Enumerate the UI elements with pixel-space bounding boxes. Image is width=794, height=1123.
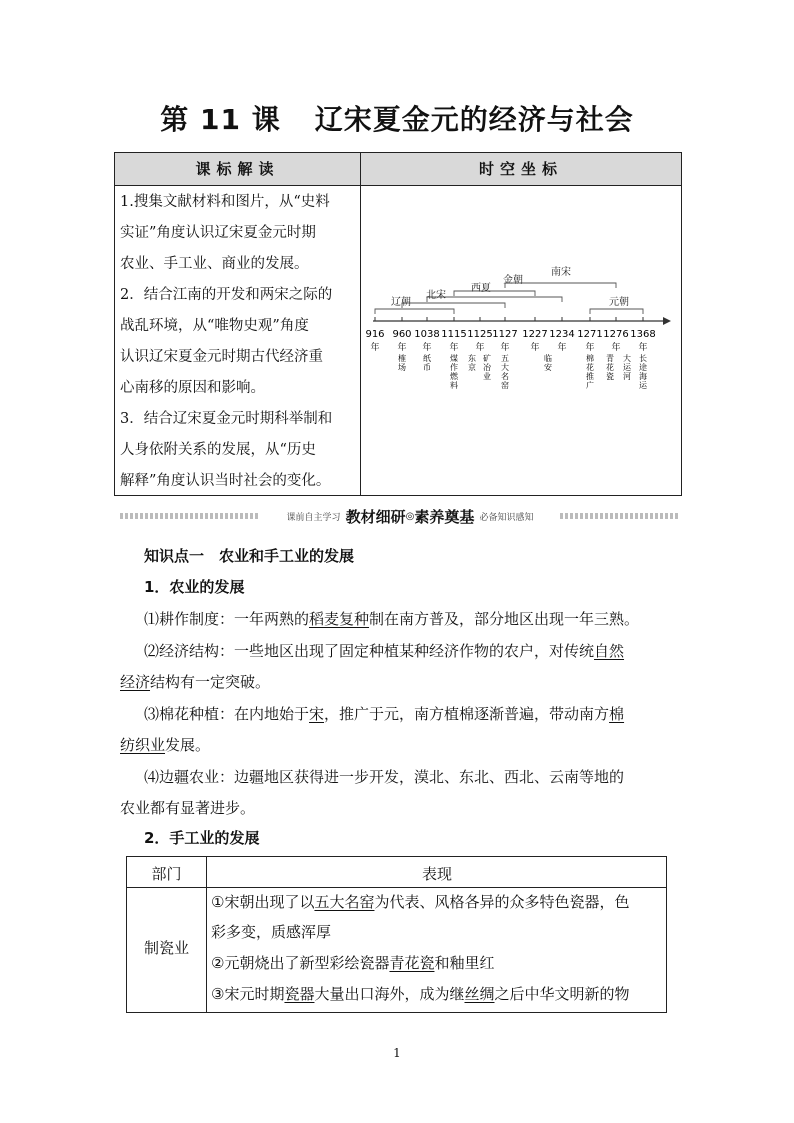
timeline-year: 1038 [414, 329, 440, 340]
subheading-handicraft: 2．手工业的发展 [144, 829, 260, 847]
standards-text [120, 187, 356, 497]
col-header-standards: 课标解读 [195, 160, 280, 178]
timeline-year: 1227 [522, 329, 548, 340]
col-header-dept: 部门 [151, 865, 182, 883]
table-row-cont: 彩多变，质感浑厚 [211, 923, 332, 941]
timeline-year-suffix: 年 [475, 343, 485, 353]
paragraph-economy: ⑵经济结构：一些地区出现了固定种植某种经济作物的农户，对传统自然 [144, 642, 625, 660]
page-title [0, 98, 794, 138]
timeline-event: 临安 [544, 354, 552, 372]
dynasty-bracket [427, 297, 562, 302]
banner-suffix: 必备知识感知 [479, 513, 534, 523]
table-row: ②元朝烧出了新型彩绘瓷器青花瓷和釉里红 [211, 954, 495, 972]
standards-line: 心南移的原因和影响。 [120, 380, 265, 396]
timeline-diagram [365, 245, 677, 405]
standards-line: 实证”角度认识辽宋夏金元时期 [120, 225, 316, 241]
timeline-event: 大运河 [623, 354, 631, 381]
banner-main-2: 素养奠基 [414, 508, 475, 526]
timeline-year: 1127 [492, 329, 518, 340]
dept-porcelain: 制瓷业 [143, 939, 189, 957]
timeline-year-suffix: 年 [530, 343, 540, 353]
col-header-timeline: 时空坐标 [478, 160, 563, 178]
overview-table-header [115, 153, 681, 186]
standards-line: 认识辽宋夏金元时期古代经济重 [120, 349, 323, 365]
timeline-year-suffix: 年 [557, 343, 567, 353]
paragraph-frontier-cont: 农业都有显著进步。 [120, 799, 256, 817]
dynasty-bracket [402, 303, 505, 308]
dynasty-bracket [590, 309, 643, 314]
timeline-year-suffix: 年 [500, 343, 510, 353]
timeline-year-suffix: 年 [449, 343, 459, 353]
timeline-year: 960 [392, 329, 412, 340]
lesson-topic: 辽宋夏金元的经济与社会 [314, 103, 634, 136]
standards-line: 3．结合辽宋夏金元时期科举制和 [120, 411, 333, 427]
timeline-year: 1276 [603, 329, 629, 340]
standards-line: 解释”角度认识当时社会的变化。 [120, 473, 331, 489]
timeline-year-suffix: 年 [370, 343, 380, 353]
table-row: ①宋朝出现了以五大名窑为代表、风格各异的众多特色瓷器，色 [211, 893, 630, 911]
dynasty-label: 金朝 [503, 275, 523, 286]
timeline-year: 1115 [441, 329, 467, 340]
timeline-year-suffix: 年 [397, 343, 407, 353]
dynasty-label: 北宋 [426, 290, 446, 301]
timeline-year-suffix: 年 [611, 343, 621, 353]
overview-table [114, 152, 682, 496]
dynasty-label: 南宋 [551, 267, 571, 278]
timeline-event: 榷场 [398, 354, 406, 372]
knowledge-section [120, 545, 676, 845]
banner-main-1: 教材细研 [345, 508, 406, 526]
section-heading: 知识点一 农业和手工业的发展 [144, 547, 355, 565]
timeline-year: 1234 [549, 329, 575, 340]
dynasty-bracket [454, 291, 535, 296]
standards-line: 农业、手工业、商业的发展。 [120, 256, 309, 272]
col-header-performance: 表现 [421, 865, 452, 883]
paragraph-economy-cont: 经济结构有一定突破。 [120, 673, 271, 691]
lesson-number: 第 11 课 [160, 103, 281, 136]
timeline-event: 长途海运 [639, 354, 647, 390]
handicraft-table [126, 856, 667, 1013]
timeline-year: 1368 [630, 329, 656, 340]
dynasty-bracket [375, 309, 454, 314]
timeline-year: 916 [365, 329, 385, 340]
dynasty-label: 元朝 [609, 297, 629, 308]
paragraph-cotton: ⑶棉花种植：在内地始于宋，推广于元，南方植棉逐渐普遍，带动南方棉 [144, 705, 625, 723]
paragraph-farming: ⑴耕作制度：一年两熟的稻麦复种制在南方普及，部分地区出现一年三熟。 [144, 610, 640, 628]
table-row: ③宋元时期瓷器大量出口海外，成为继丝绸之后中华文明新的物 [211, 985, 630, 1003]
standards-line: 1.搜集文献材料和图片，从“史料 [120, 194, 330, 210]
subheading-agriculture: 1．农业的发展 [144, 578, 245, 596]
timeline-event: 纸币 [423, 354, 431, 372]
timeline-year-suffix: 年 [422, 343, 432, 353]
timeline-year: 1271 [577, 329, 603, 340]
paragraph-cotton-cont: 纺织业发展。 [120, 736, 211, 754]
page-number: 1 [393, 1046, 401, 1060]
timeline-year-suffix: 年 [585, 343, 595, 353]
timeline-year-suffix: 年 [638, 343, 648, 353]
standards-line: 战乱环境，从“唯物史观”角度 [120, 318, 309, 334]
standards-line: 2．结合江南的开发和两宋之际的 [120, 287, 333, 303]
dynasty-label: 辽朝 [391, 297, 411, 308]
banner-dot-icon: ◎ [405, 511, 415, 522]
arrow-icon [663, 317, 671, 325]
timeline-year: 1125 [467, 329, 493, 340]
timeline-event: 东京 [468, 354, 476, 372]
dynasty-label: 西夏 [471, 283, 491, 294]
banner-prefix: 课前自主学习 [286, 513, 341, 523]
timeline-event: 五大名窑 [501, 354, 509, 390]
standards-line: 人身依附关系的发展，从“历史 [120, 442, 316, 458]
timeline-event: 青花瓷 [606, 354, 614, 381]
section-banner [120, 506, 680, 526]
timeline-event: 矿冶业 [483, 354, 491, 381]
paragraph-frontier: ⑷边疆农业：边疆地区获得进一步开发，漠北、东北、西北、云南等地的 [144, 768, 625, 786]
timeline-event: 煤作燃料 [450, 354, 458, 390]
timeline-event: 棉花推广 [586, 354, 594, 390]
